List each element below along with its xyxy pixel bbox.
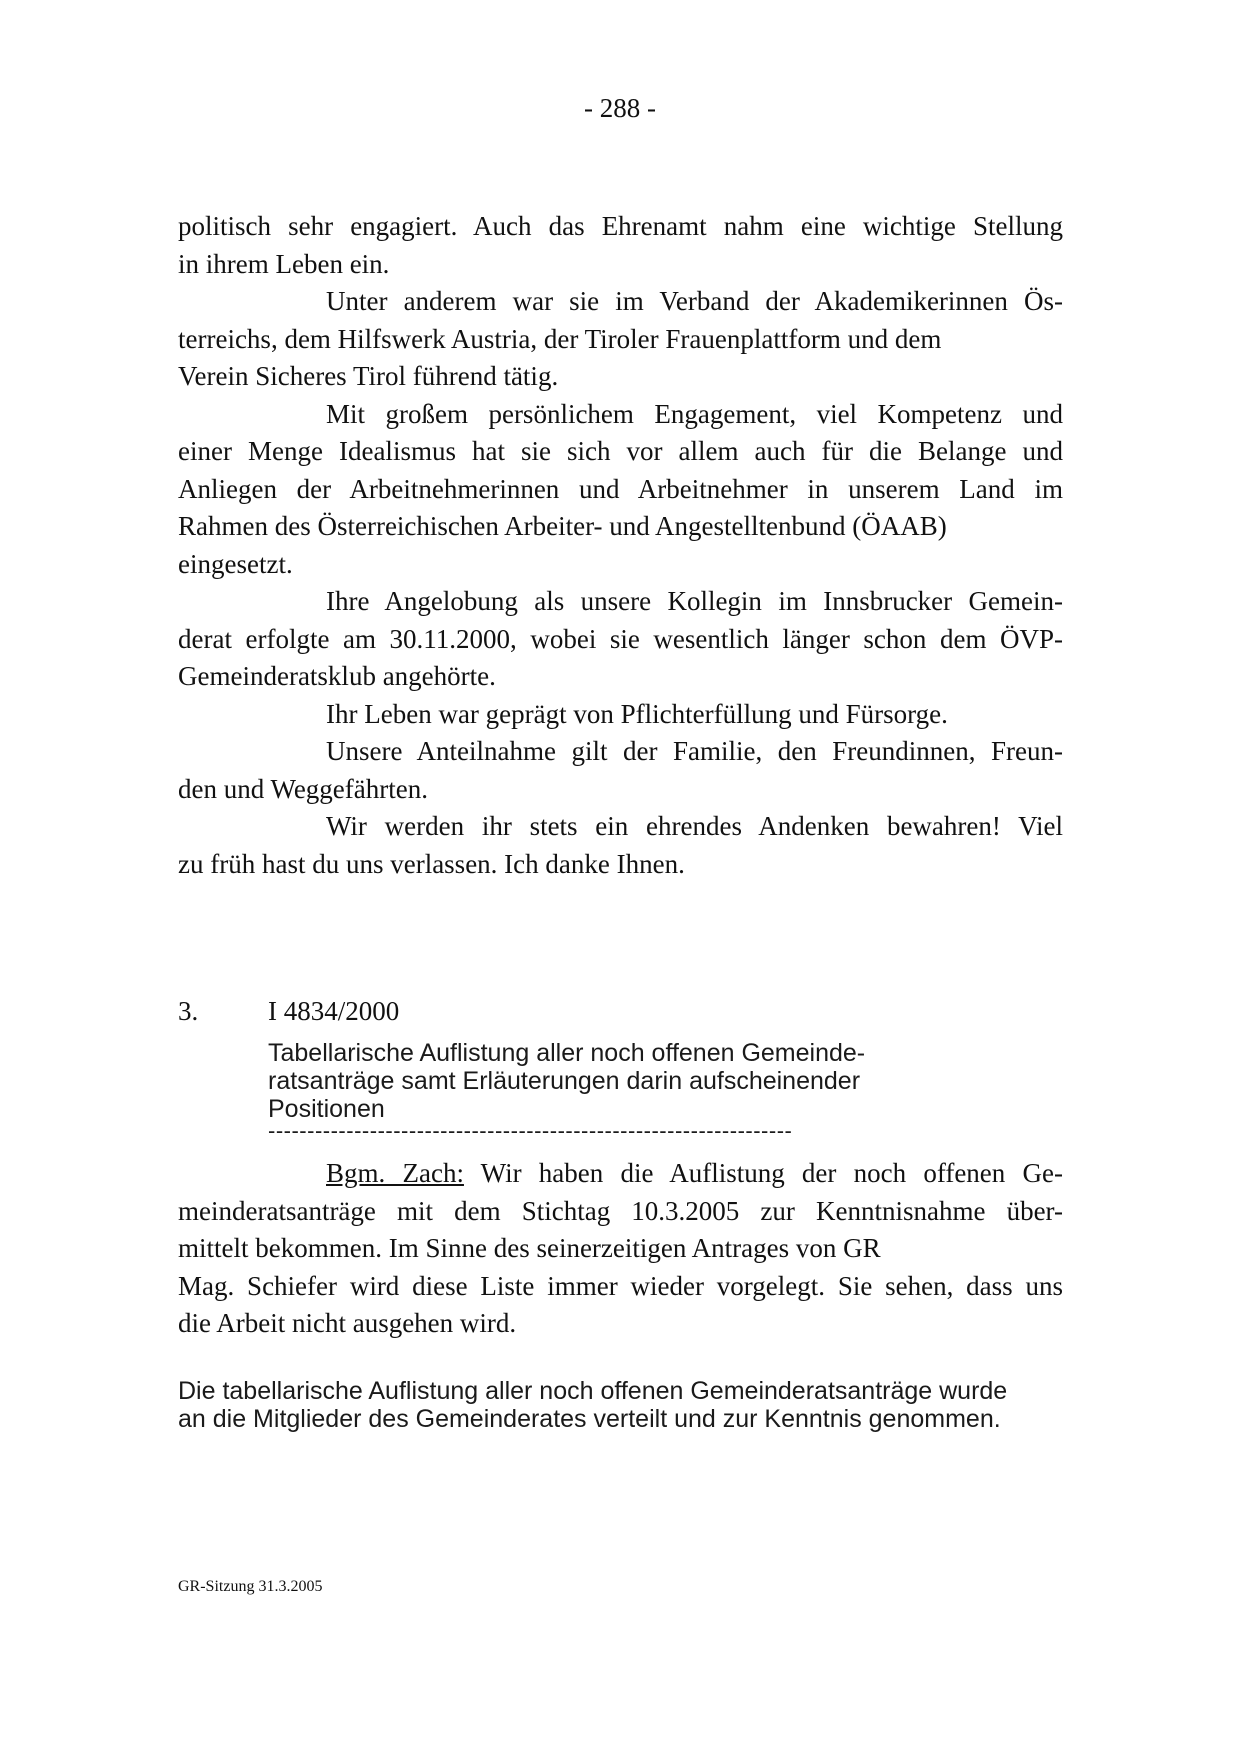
text-line (178, 1155, 1063, 1193)
resolution-text (178, 1377, 1063, 1433)
text-line: Wir werden ihr stets ein ehrendes Andenken bewahren! Viel (326, 811, 1063, 841)
text-line: Ihr Leben war geprägt von Pflichterfüllung und Fürsorge. (326, 698, 948, 729)
text-line: Verein Sicheres Tirol führend tätig. (178, 361, 559, 391)
paragraph-6 (178, 733, 1063, 808)
agenda-item-number: 3. (178, 996, 199, 1026)
text-line: eingesetzt. (178, 548, 293, 579)
text-line: an die Mitglieder des Gemeinderates verteilt und zur Kenntnis genommen. (178, 1405, 1001, 1433)
paragraph-1 (178, 208, 1063, 283)
agenda-item-reference: I 4834/2000 (268, 996, 400, 1026)
paragraph-7 (178, 808, 1063, 883)
paragraph-3 (178, 396, 1063, 584)
text-line: terreichs, dem Hilfswerk Austria, der Tiroler Frauenplattform und dem (178, 323, 942, 354)
agenda-item-title (268, 1039, 968, 1123)
paragraph-4 (178, 583, 1063, 696)
paragraph-2 (178, 283, 1063, 396)
text-line: einer Menge Idealismus hat sie sich vor allem auch für die Belange und (178, 436, 1063, 466)
text-line: politisch sehr engagiert. Auch das Ehrenamt nahm eine wichtige Stellung (178, 211, 1063, 241)
text-line: die Arbeit nicht ausgehen wird. (178, 1308, 517, 1338)
obituary-text (178, 208, 1063, 883)
text-line: Die tabellarische Auflistung aller noch offenen Gemeinderatsanträge wurde (178, 1377, 1008, 1405)
text-line: Rahmen des Österreichischen Arbeiter- und Angestelltenbund (ÖAAB) (178, 511, 947, 541)
text-line: in ihrem Leben ein. (178, 248, 390, 279)
text-line: den und Weggefährten. (178, 773, 428, 804)
text-line: meinderatsanträge mit dem Stichtag 10.3.2005 zur Kenntnisnahme über- (178, 1195, 1063, 1226)
footer-session-date: GR-Sitzung 31.3.2005 (178, 1578, 323, 1595)
text-line: Mit großem persönlichem Engagement, viel Kompetenz und (326, 398, 1063, 429)
speaker-statement (178, 1155, 1063, 1343)
text-line: Gemeinderatsklub angehörte. (178, 661, 496, 691)
text-line: Unter anderem war sie im Verband der Akademikerinnen Ös- (326, 286, 1063, 316)
speaker-name: Bgm. Zach: (326, 1158, 464, 1188)
text-line: Mag. Schiefer wird diese Liste immer wieder vorgelegt. Sie sehen, dass uns (178, 1270, 1063, 1301)
paragraph-5 (178, 696, 1063, 734)
title-line: Tabellarische Auflistung aller noch offenen Gemeinde- (268, 1039, 866, 1067)
statement-text: Wir haben die Auflistung der noch offenen Ge- (463, 1158, 1063, 1188)
text-line: Unsere Anteilnahme gilt der Familie, den Freundinnen, Freun- (326, 736, 1063, 766)
text-line: zu früh hast du uns verlassen. Ich danke Ihnen. (178, 848, 685, 879)
title-line: Positionen (268, 1095, 385, 1123)
text-line: Anliegen der Arbeitnehmerinnen und Arbeitnehmer in unserem Land im (178, 473, 1063, 504)
separator-line: ------------------------------------------------------------------- (268, 1118, 793, 1143)
title-line: ratsanträge samt Erläuterungen darin aufscheinender (268, 1067, 861, 1095)
text-line: mittelt bekommen. Im Sinne des seinerzeitigen Antrages von GR (178, 1233, 881, 1263)
page-number: - 288 - (584, 93, 656, 123)
text-line: Ihre Angelobung als unsere Kollegin im Innsbrucker Gemein- (326, 586, 1063, 616)
text-line: derat erfolgte am 30.11.2000, wobei sie wesentlich länger schon dem ÖVP- (178, 623, 1063, 654)
